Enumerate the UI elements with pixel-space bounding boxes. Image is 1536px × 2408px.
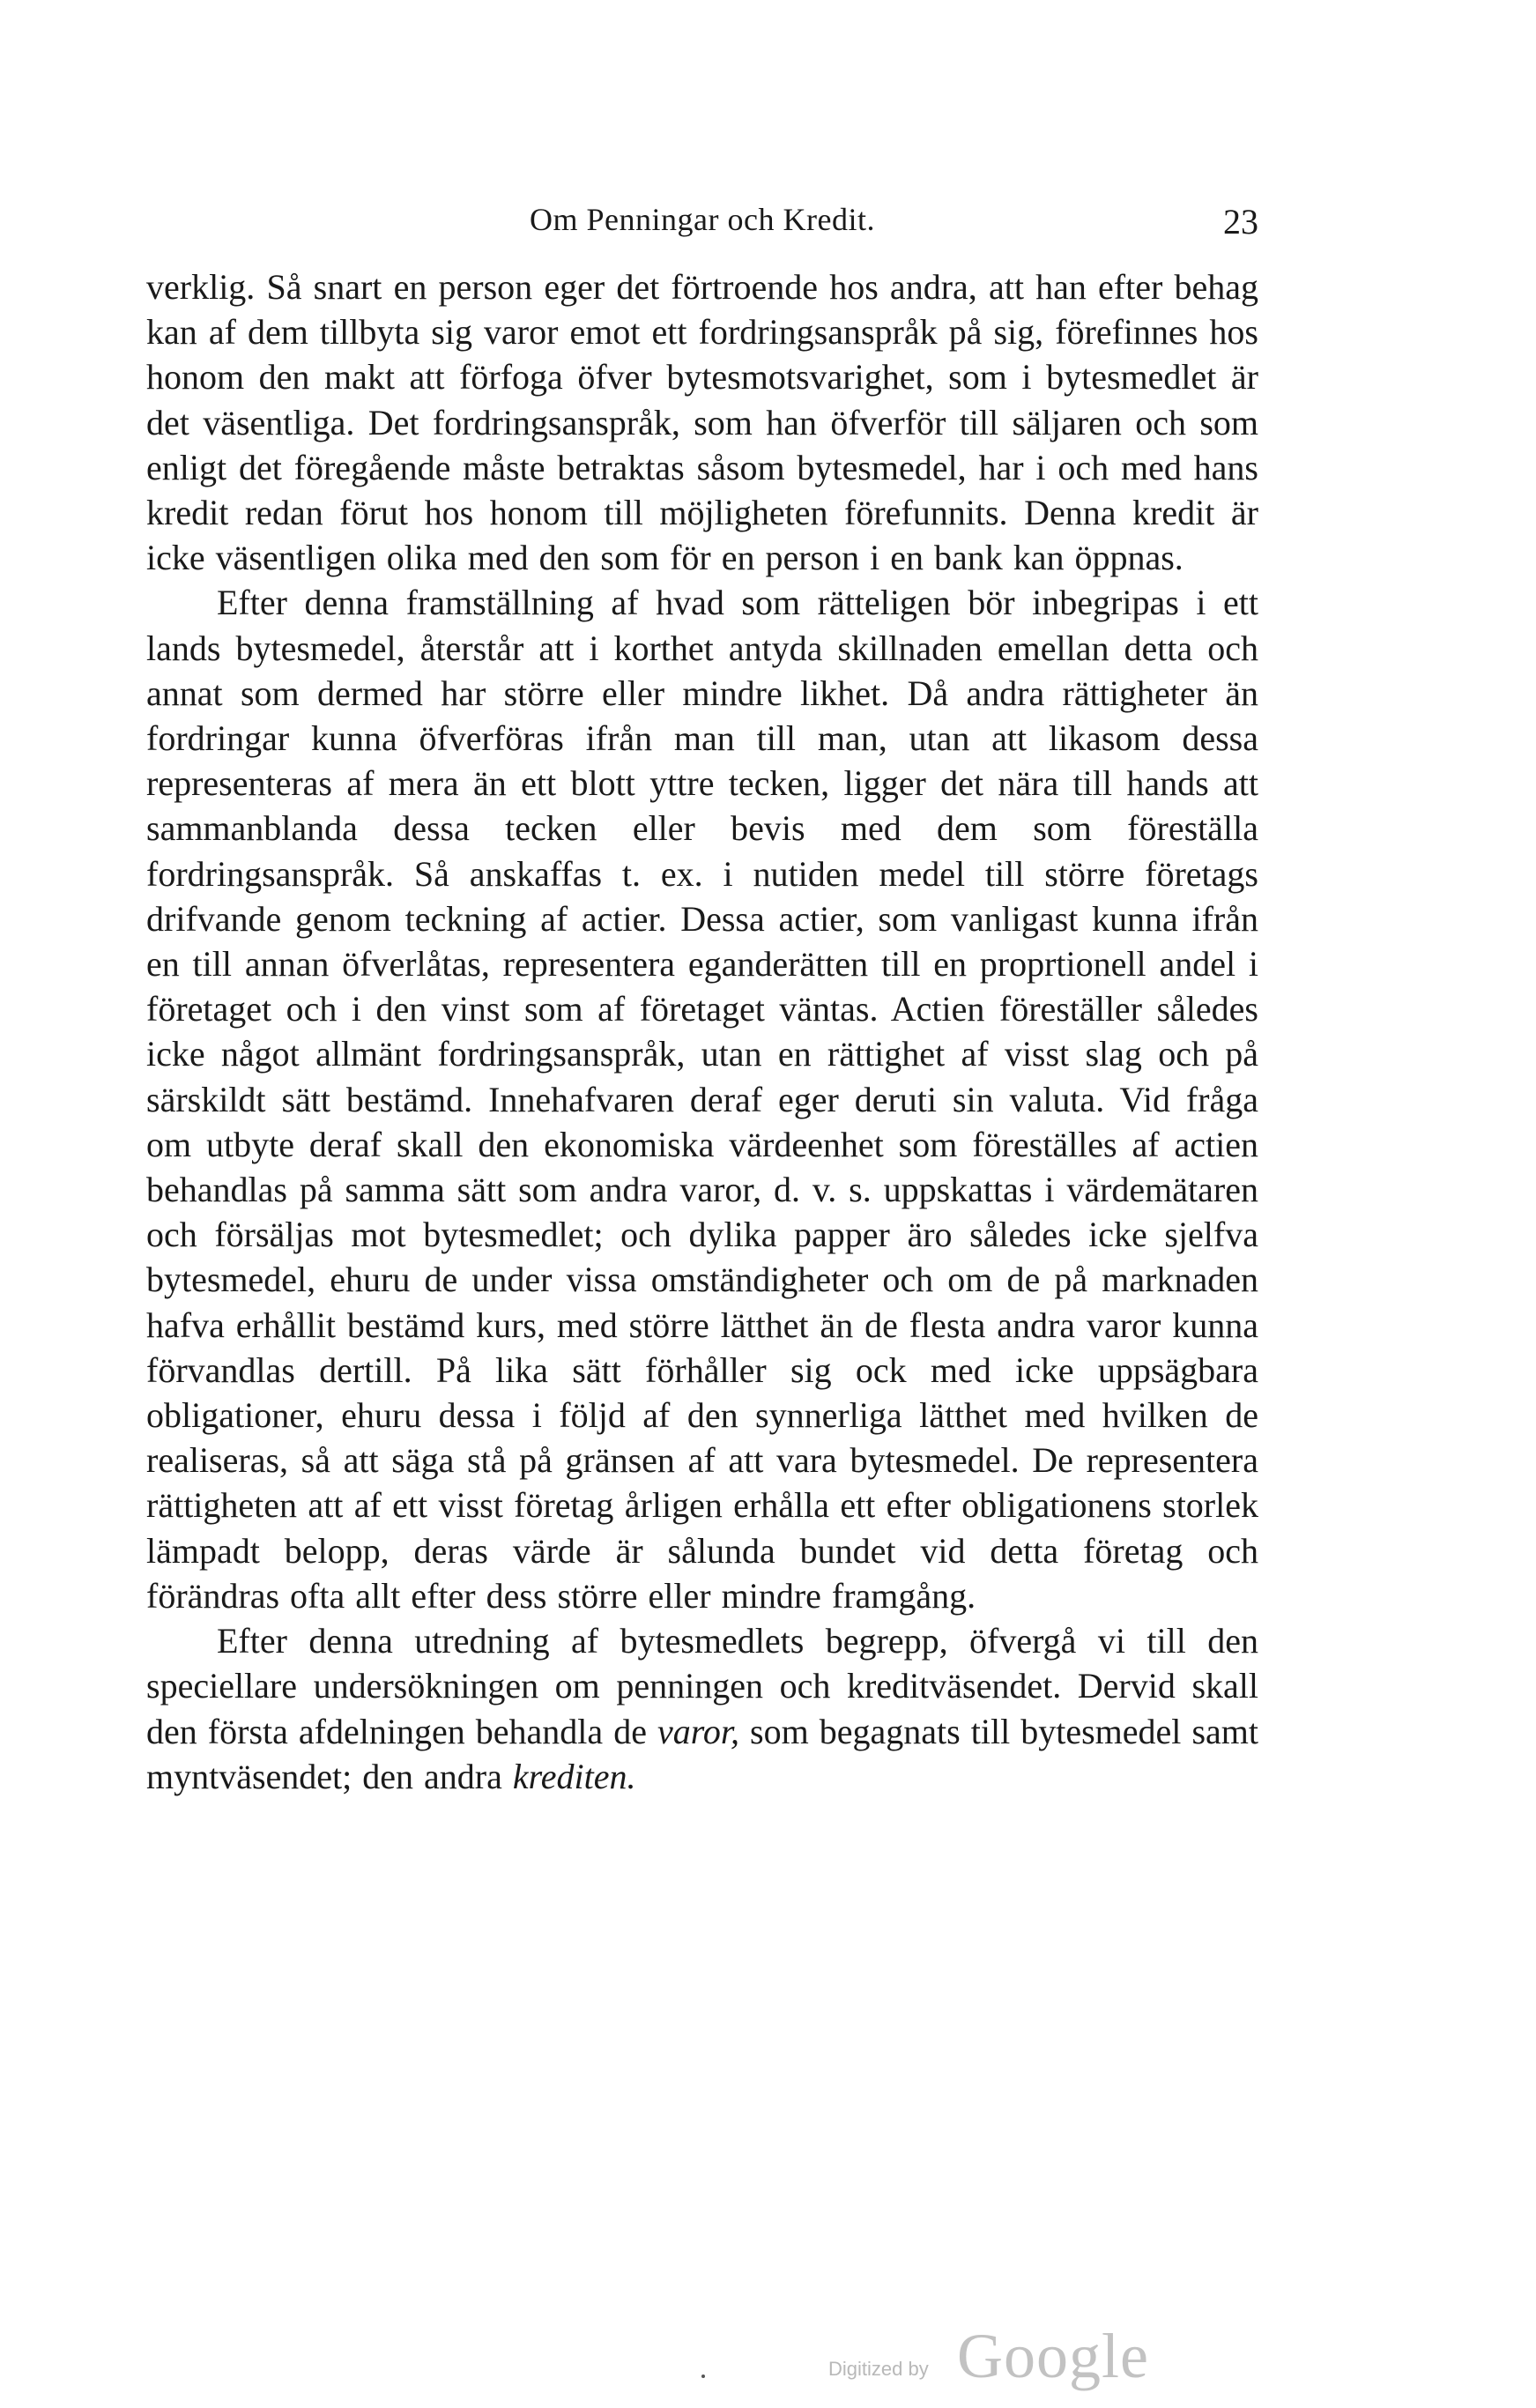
digitized-label: Digitized by <box>828 2358 929 2380</box>
italic-term-varor: varor, <box>657 1711 739 1751</box>
google-logo: Google <box>957 2321 1149 2391</box>
running-title: Om Penningar och Kredit. <box>530 202 875 237</box>
paragraph-text: som begagnats till bytesmedel samt myntväsendet; den andra <box>146 1711 1258 1796</box>
paragraph <box>146 580 1258 1618</box>
paragraph-text: Efter denna framställning af hvad som rätteligen bör inbegripas i ett lands bytesmedel, återstår att i korthet antyda skillnaden emellan detta och annat som dermed har större eller mindre likhet. Då andra rättigheter än fordringar kunna öfverföras ifrån man till man, utan att likasom dessa representeras af mera än ett blott yttre tecken, ligger det nära till hands att sammanblanda dessa tecken eller bevis med dem som föreställa fordringsanspråk. Så anskaffas t. ex. i nutiden medel till större företags drifvande genom teckning af actier. Dessa actier, som vanligast kunna ifrån en till annan öfverlåtas, representera eganderätten till en proprtionell andel i företaget och i den vinst som af företaget väntas. Actien föreställer således icke något allmänt fordringsanspråk, utan en rättighet af visst slag och på särskildt sätt bestämd. Innehafvaren deraf eger deruti sin valuta. Vid fråga om utbyte deraf skall den ekonomiska värdeenhet som föreställes af actien behandlas på samma sätt som andra varor, d. v. s. uppskattas i värdemätaren och försäljas mot bytesmedlet; och dylika papper äro således icke sjelfva bytesmedel, ehuru de under vissa omständigheter och om de på marknaden hafva erhållit bestämd kurs, med större lätthet än de flesta andra varor kunna förvandlas dertill. På lika sätt förhåller sig ock med icke uppsägbara obligationer, ehuru dessa i följd af den synnerliga lätthet med hvilken de realiseras, så att säga stå på gränsen af att vara bytesmedel. De representera rättigheten att af ett visst företag årligen erhålla ett efter obligationens storlek lämpadt belopp, deras värde är sålunda bundet vid detta företag och förändras ofta allt efter dess större eller mindre framgång. <box>146 583 1258 1616</box>
page-number: 23 <box>1223 202 1258 242</box>
page-header <box>146 201 1258 254</box>
italic-term-krediten: krediten. <box>512 1756 636 1796</box>
stray-mark <box>701 2375 705 2378</box>
digitized-watermark <box>828 2321 1149 2393</box>
paragraph-text: Efter denna utredning af bytesmedlets begrepp, öfvergå vi till den speciellare undersökningen om penningen och kreditväsendet. Dervid skall den första afdelningen behandla de <box>146 1621 1258 1751</box>
body-text <box>146 264 1258 1799</box>
paragraph-text: verklig. Så snart en person eger det förtroende hos andra, att han efter behag kan af dem tillbyta sig varor emot ett fordringsanspråk på sig, förefinnes hos honom den makt att förfoga öfver bytesmotsvarighet, som i bytesmedlet är det väsentliga. Det fordringsanspråk, som han öfverför till säljaren och som enligt det föregående måste betraktas såsom bytesmedel, har i och med hans kredit redan förut hos honom till möjligheten förefunnits. Denna kredit är icke väsentligen olika med den som för en person i en bank kan öppnas. <box>146 267 1258 578</box>
paragraph <box>146 1618 1258 1799</box>
paragraph <box>146 264 1258 580</box>
